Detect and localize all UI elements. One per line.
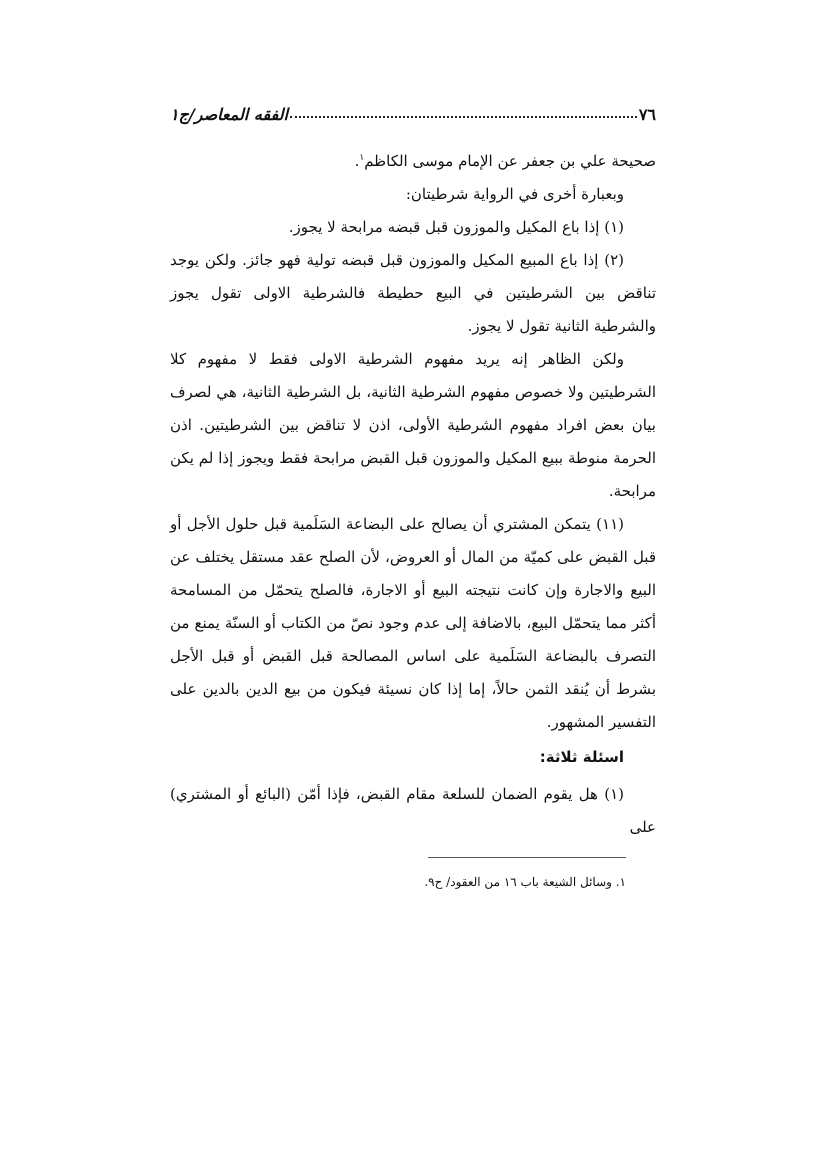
page-header [170, 92, 656, 124]
paragraph-1-tail: . [354, 152, 360, 170]
footnote-separator [428, 857, 626, 858]
paragraph-2: وبعبارة أخرى في الرواية شرطيتان: [405, 185, 624, 203]
paragraph-1 [170, 145, 656, 178]
header-dotted-leader [290, 115, 637, 118]
running-title: الفقه المعاصر/ج١ [170, 105, 288, 124]
section-heading: اسئلة ثلاثة: [539, 748, 624, 766]
footnote-marker: ١ [359, 153, 365, 163]
paragraph-5: ولكن الظاهر إنه يريد مفهوم الشرطية الاولى فقط لا مفهوم كلا الشرطيتين ولا خصوص مفهوم الشرطية الثانية، بل الشرطية الثانية، هي لصرف بيان بعض افراد مفهوم الشرطية الأولى، اذن لا تناقض بين الشرطيتين. اذن الحرمة منوطة ببيع المكيل والموزون قبل القبض مرابحة فقط ويجوز إذا لم يكن مرابحة. [170, 350, 656, 500]
paragraph-4: (٢) إذا باع المبيع المكيل والموزون قبل قبضه تولية فهو جائز. ولكن يوجد تناقض بين الشرطيتين في البيع حطيطة فالشرطية الاولى تقول يجوز والشرطية الثانية تقول لا يجوز. [170, 251, 656, 335]
footnote: ١. وسائل الشيعة باب ١٦ من العقود/ ح٩. [424, 875, 626, 889]
page-number: ٧٦ [638, 105, 656, 124]
paragraph-3: (١) إذا باع المكيل والموزون قبل قبضه مرابحة لا يجوز. [288, 218, 624, 236]
main-text [170, 145, 656, 844]
paragraph-6: (١١) يتمكن المشتري أن يصالح على البضاعة السَلَمية قبل حلول الأجل أو قبل القبض على كميّة من المال أو العروض، لأن الصلح عقد مستقل يختلف عن البيع والاجارة وإن كانت نتيجته البيع أو الاجارة، فالصلح يتحمّل من المسامحة أكثر مما يتحمّل البيع، بالاضافة إلى عدم وجود نصّ من الكتاب أو السنّة يمنع من التصرف بالبضاعة السَلَمية على اساس المصالحة قبل القبض أو قبل الأجل بشرط أن يُنقد الثمن حالاً، إما إذا كان نسيئة فيكون من بيع الدين بالدين على التفسير المشهور. [170, 515, 656, 731]
paragraph-7: (١) هل يقوم الضمان للسلعة مقام القبض، فإذا أمّن (البائع أو المشتري) على [170, 785, 656, 836]
paragraph-1-text: صحيحة علي بن جعفر عن الإمام موسى الكاظم [364, 152, 656, 170]
